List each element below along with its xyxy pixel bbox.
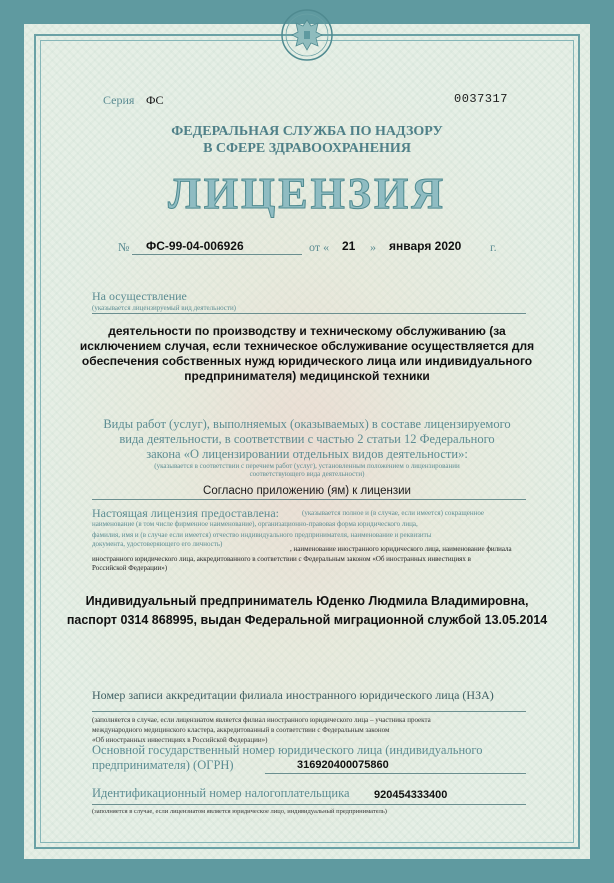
ogrn-label-line-2: предпринимателя) (ОГРН) — [92, 758, 234, 772]
works-hint-1: (указывается в соответствии с перечнем работ (услуг), установленным положением о лицензировании — [154, 462, 460, 470]
underline-ogrn — [265, 773, 526, 774]
license-from-label: от « — [309, 240, 330, 254]
activity-line-2: исключением случая, если техническое обслуживание осуществляется для — [79, 339, 535, 353]
licensee-hint-2: наименование (в том числе фирменное наименование), организационно-правовая форма юридического лица, — [92, 520, 418, 528]
accreditation-hint-3: «Об иностранных инвестициях в Российской Федерации») — [92, 736, 268, 744]
activity-hint: (указывается лицензируемый вид деятельности) — [92, 304, 237, 312]
activity-line-1: деятельности по производству и техническому обслуживанию (за — [108, 324, 506, 338]
works-line-2: вида деятельности, в соответствии с частью 2 статьи 12 Федерального — [119, 432, 495, 446]
form-number: 0037317 — [454, 92, 508, 106]
license-month-year: января 2020 — [389, 239, 462, 253]
coat-of-arms-emblem — [280, 8, 334, 62]
activity-line-4: предпринимателя) медицинской техники — [184, 369, 430, 383]
accreditation-label: Номер записи аккредитации филиала иностранного юридического лица (НЗА) — [92, 688, 494, 702]
license-close-quote: » — [370, 240, 376, 254]
inn-hint: (заполняется в случае, если лицензиатом является юридическое лицо, индивидуальный предприниматель) — [92, 808, 387, 815]
licensee-hint-1: (указывается полное и (в случае, если имеется) сокращенное — [302, 509, 485, 517]
licensee-foreign-3: Российской Федерации») — [92, 564, 168, 572]
licensee-name: Индивидуальный предприниматель Юденко Людмила Владимировна, — [85, 594, 529, 608]
licensee-hint-3: фамилия, имя и (в случае если имеется) отчество индивидуального предпринимателя, наименование и реквизиты — [92, 531, 432, 539]
underline-works — [92, 499, 526, 500]
activity-label: На осуществление — [92, 289, 187, 303]
works-line-3: закона «О лицензировании отдельных видов деятельности»: — [146, 447, 468, 461]
underline-inn — [92, 804, 526, 805]
works-value: Согласно приложению (ям) к лицензии — [203, 485, 411, 497]
accreditation-hint-2: международного медицинского кластера, аккредитованный в соответствии с Федеральным законом — [92, 726, 390, 734]
document-title: ЛИЦЕНЗИЯ — [167, 169, 447, 218]
licensee-hint-4: документа, удостоверяющего его личность) — [92, 540, 223, 548]
underline-license-no — [132, 254, 302, 255]
licensee-foreign-1: , наименование иностранного юридического лица, наименование филиала — [290, 545, 512, 553]
underline-activity — [92, 313, 526, 314]
underline-accreditation — [92, 711, 526, 712]
ogrn-value: 316920400075860 — [297, 759, 389, 771]
license-year-suffix: г. — [490, 240, 497, 254]
license-number: ФС-99-04-006926 — [146, 239, 244, 253]
licensee-passport: паспорт 0314 868995, выдан Федеральной миграционной службой 13.05.2014 — [66, 613, 548, 627]
inn-label: Идентификационный номер налогоплательщика — [92, 786, 350, 800]
agency-line-2: В СФЕРЕ ЗДРАВООХРАНЕНИЯ — [203, 141, 411, 156]
activity-line-3: обеспечения собственных нужд юридического лица или индивидуального — [81, 354, 533, 368]
accreditation-hint-1: (заполняется в случае, если лицензиатом является филиал иностранного юридического лица – участника проекта — [92, 716, 431, 724]
agency-line-1: ФЕДЕРАЛЬНАЯ СЛУЖБА ПО НАДЗОРУ — [171, 124, 443, 139]
license-no-label: № — [118, 240, 130, 254]
inn-value: 920454333400 — [374, 789, 448, 801]
series-value: ФС — [146, 93, 164, 107]
licensee-label: Настоящая лицензия предоставлена: — [92, 506, 279, 520]
series-label: Серия — [103, 93, 135, 107]
licensee-foreign-2: иностранного юридического лица, аккредитованного в соответствии с Федеральным законом «Об иностранных инвестициях в — [92, 555, 471, 563]
works-line-1: Виды работ (услуг), выполняемых (оказываемых) в составе лицензируемого — [103, 417, 511, 431]
license-day: 21 — [342, 239, 356, 253]
works-hint-2: соответствующего вида деятельности) — [249, 470, 365, 478]
ogrn-label-line-1: Основной государственный номер юридического лица (индивидуального — [92, 743, 483, 757]
